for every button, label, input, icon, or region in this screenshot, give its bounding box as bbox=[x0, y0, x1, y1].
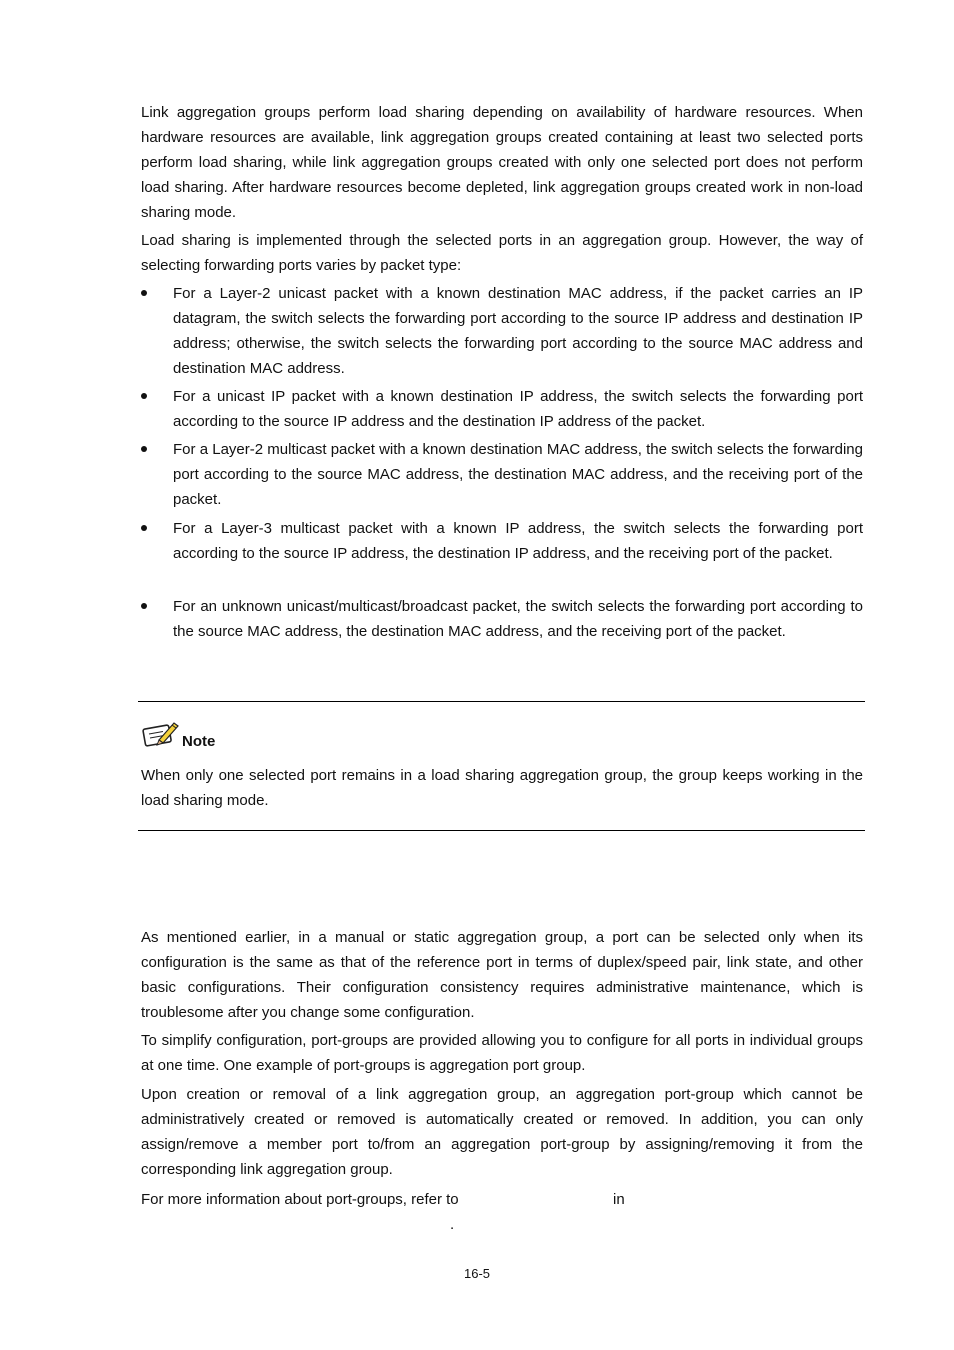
paragraph-manual-static-aggregation: As mentioned earlier, in a manual or static aggregation group, a port can be selected only when its configuration is the same as that of the reference port in terms of duplex/speed pair, link state, and other basic configurations. Their configuration consistency requires administrative maintenance, which is troublesome after you change some configuration. bbox=[141, 929, 863, 1021]
bullet-text: For a Layer-3 multicast packet with a known IP address, the switch selects the forwarding port according to the source IP address, the destination IP address, and the receiving port of the packet. bbox=[173, 520, 863, 562]
paragraph-port-groups-simplify: To simplify configuration, port-groups are provided allowing you to configure for all ports in individual groups at one time. One example of port-groups is aggregation port group. bbox=[141, 1032, 863, 1074]
bullet-text: For a Layer-2 multicast packet with a known destination MAC address, the switch selects the forwarding port according to the source MAC address, the destination MAC address, and the receiving port of the packet. bbox=[173, 441, 863, 508]
bullet-text: For an unknown unicast/multicast/broadcast packet, the switch selects the forwarding port according to the source MAC address, the destination MAC address, and the receiving port of the packet. bbox=[173, 598, 863, 640]
page-number: 16-5 bbox=[463, 1266, 491, 1281]
paragraph-forwarding-port-selection: Load sharing is implemented through the selected ports in an aggregation group. However, the way of selecting forwarding ports varies by packet type: bbox=[141, 232, 863, 274]
paragraph-aggregation-port-group: Upon creation or removal of a link aggregation group, an aggregation port-group which cannot be administratively created or removed is automatically created or removed. In addition, you can only assign/remove a member port to/from an aggregation port-group by assigning/removing it from the corresponding link aggregation group. bbox=[141, 1086, 863, 1178]
bullet-text: For a unicast IP packet with a known destination IP address, the switch selects the forwarding port according to the source IP address and the destination IP address of the packet. bbox=[173, 388, 863, 430]
note-top-divider bbox=[138, 701, 865, 702]
bullet-icon bbox=[141, 525, 147, 531]
paragraph-more-info-end: . bbox=[450, 1216, 455, 1233]
note-text: When only one selected port remains in a load sharing aggregation group, the group keeps working in the load sharing mode. bbox=[141, 767, 863, 809]
note-bottom-divider bbox=[138, 830, 865, 831]
paragraph-load-sharing-availability: Link aggregation groups perform load sharing depending on availability of hardware resources. When hardware resources are available, link aggregation groups created containing at least two selected ports perform load sharing, while link aggregation groups created with only one selected port does not perform load sharing. After hardware resources become depleted, link aggregation groups created work in non-load sharing mode. bbox=[141, 104, 863, 221]
note-label: Note bbox=[182, 733, 216, 750]
bullet-icon bbox=[141, 446, 147, 452]
bullet-icon bbox=[141, 603, 147, 609]
paragraph-more-info-in: in bbox=[613, 1191, 625, 1208]
bullet-text: For a Layer-2 unicast packet with a known destination MAC address, if the packet carries an IP datagram, the switch selects the forwarding port according to the source IP address and destination IP address; otherwise, the switch selects the forwarding port according to the source MAC address and destination MAC address. bbox=[173, 285, 863, 377]
bullet-icon bbox=[141, 290, 147, 296]
note-pencil-icon bbox=[141, 718, 181, 750]
paragraph-more-info-prefix: For more information about port-groups, refer to bbox=[141, 1191, 459, 1208]
bullet-icon bbox=[141, 393, 147, 399]
